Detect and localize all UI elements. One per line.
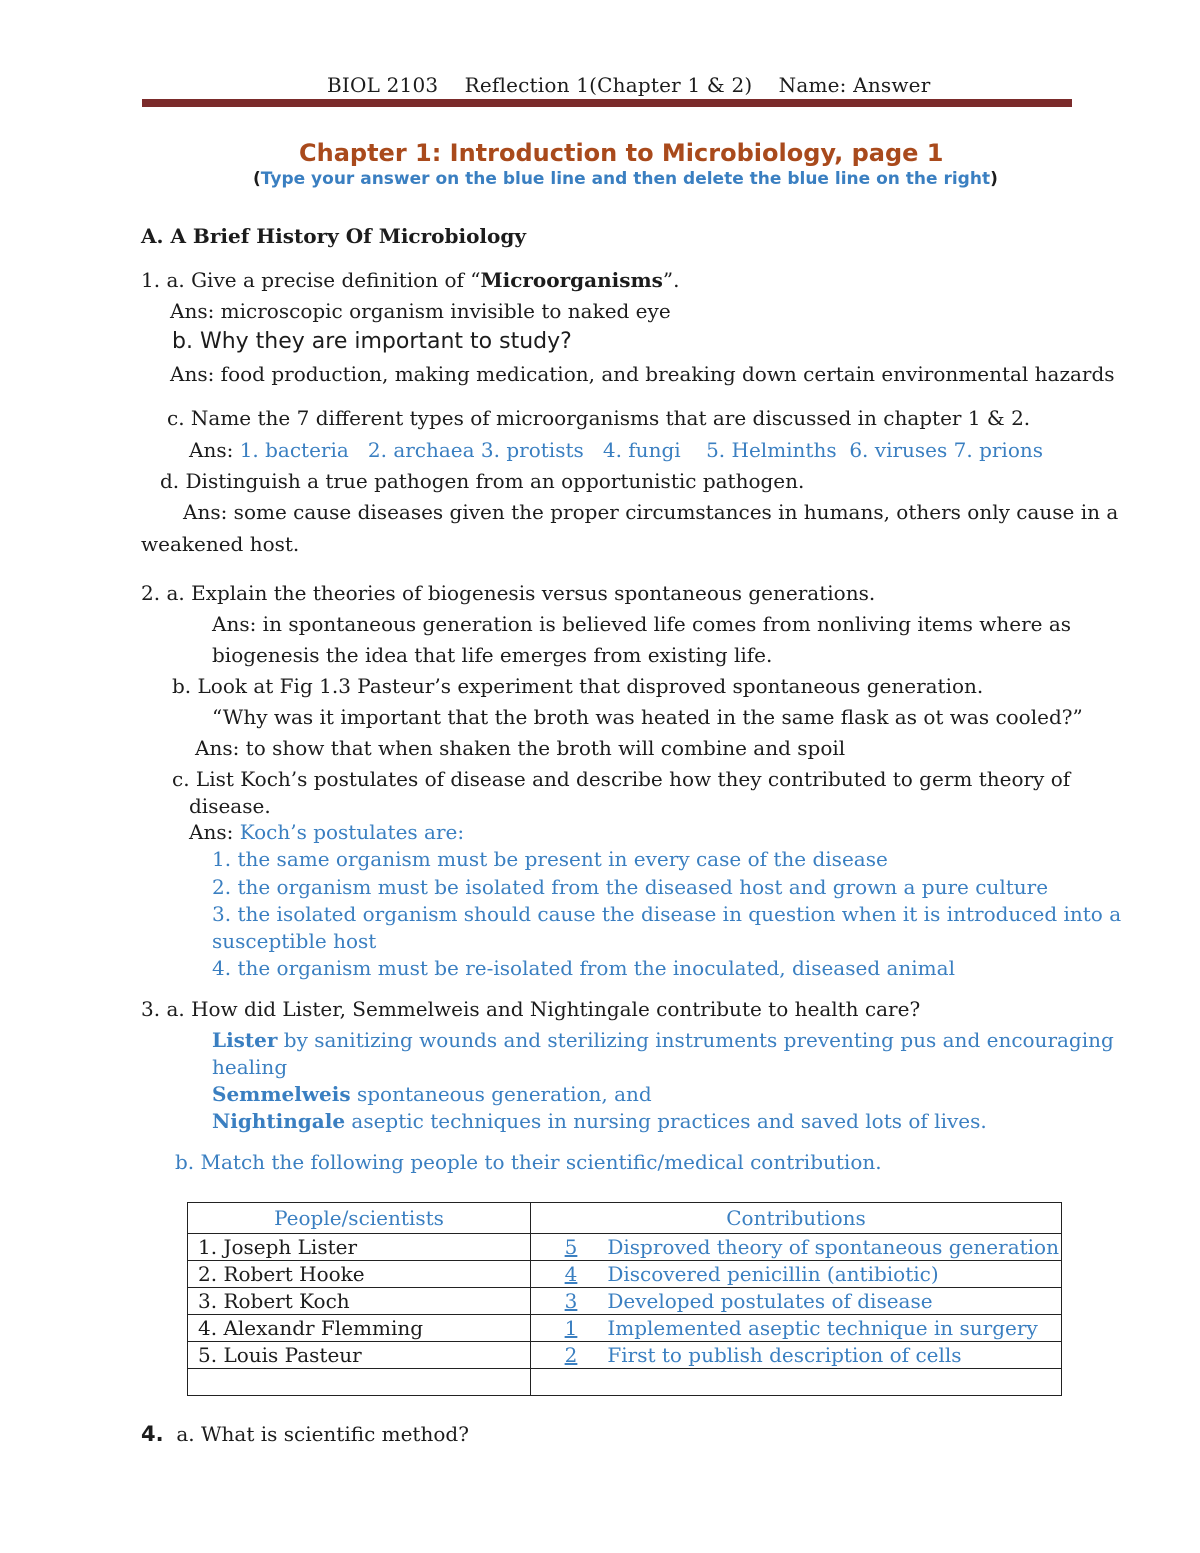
q2c-ans-intro: Koch’s postulates are: xyxy=(239,820,465,844)
table-header-contributions: Contributions xyxy=(531,1203,1062,1234)
q1c-question: c. Name the 7 different types of microorganisms that are discussed in chapter 1 & 2. xyxy=(167,406,1031,430)
contribution-cell xyxy=(531,1261,1062,1288)
contribution-cell xyxy=(531,1315,1062,1342)
table-header-people: People/scientists xyxy=(188,1203,531,1234)
semmelweis-name: Semmelweis xyxy=(212,1082,351,1106)
table-row xyxy=(188,1315,1062,1342)
person-cell: 1. Joseph Lister xyxy=(188,1234,531,1261)
q1a-pre: 1. a. Give a precise definition of “ xyxy=(141,268,481,292)
page-title: Chapter 1: Introduction to Microbiology, page 1 xyxy=(299,139,944,167)
table-row-empty xyxy=(188,1369,1062,1396)
contribution-text: First to publish description of cells xyxy=(607,1343,962,1367)
q1d-answer-line2: weakened host. xyxy=(141,532,300,556)
q1a-bold-term: Microorganisms xyxy=(480,268,663,292)
q2b-answer: Ans: to show that when shaken the broth will combine and spoil xyxy=(195,736,846,760)
subtitle-close: ) xyxy=(990,169,998,189)
contribution-cell xyxy=(531,1342,1062,1369)
contribution-cell xyxy=(531,1234,1062,1261)
lister-answer xyxy=(212,1027,1114,1053)
q1d-answer-line1: Ans: some cause diseases given the proper circumstances in humans, others only cause in a xyxy=(183,500,1119,524)
person-cell: 2. Robert Hooke xyxy=(188,1261,531,1288)
nightingale-answer xyxy=(212,1108,987,1134)
contribution-text: Disproved theory of spontaneous generation xyxy=(607,1235,1059,1259)
q2b-quote: “Why was it important that the broth was heated in the same flask as ot was cooled?” xyxy=(212,705,1083,729)
postulate-item: 2. the organism must be isolated from the diseased host and grown a pure culture xyxy=(212,875,1049,899)
q2c-ans-label: Ans: xyxy=(189,820,240,844)
table-row xyxy=(188,1288,1062,1315)
q2a-answer-line1: Ans: in spontaneous generation is believed life comes from nonliving items where as xyxy=(212,612,1072,636)
q1c-ans-list: 1. bacteria 2. archaea 3. protists 4. fungi 5. Helminths 6. viruses 7. prions xyxy=(239,438,1044,462)
header-rule xyxy=(142,99,1072,107)
table-header-row xyxy=(188,1203,1062,1234)
lister-answer-line2: healing xyxy=(212,1055,288,1079)
page-subtitle xyxy=(253,168,998,190)
q2a-question: 2. a. Explain the theories of biogenesis versus spontaneous generations. xyxy=(141,581,876,605)
table-row xyxy=(188,1261,1062,1288)
contribution-text: Discovered penicillin (antibiotic) xyxy=(607,1262,939,1286)
q1c-ans-label: Ans: xyxy=(189,438,240,462)
q4-number: 4. xyxy=(141,1422,164,1446)
contribution-text: Developed postulates of disease xyxy=(607,1289,933,1313)
q3a-question: 3. a. How did Lister, Semmelweis and Nightingale contribute to health care? xyxy=(141,997,921,1021)
person-cell: 3. Robert Koch xyxy=(188,1288,531,1315)
match-number[interactable]: 2 xyxy=(564,1343,578,1367)
lister-text: by sanitizing wounds and sterilizing instruments preventing pus and encouraging xyxy=(277,1028,1114,1052)
person-cell: 5. Louis Pasteur xyxy=(188,1342,531,1369)
q1c-answer xyxy=(189,437,1043,463)
q1b-answer: Ans: food production, making medication, and breaking down certain environmental hazards xyxy=(170,362,1115,386)
semmelweis-text: spontaneous generation, and xyxy=(350,1082,652,1106)
q3b-question: b. Match the following people to their scientific/medical contribution. xyxy=(175,1150,882,1174)
q4a-text: a. What is scientific method? xyxy=(176,1422,469,1446)
postulate-item: 4. the organism must be re-isolated from the inoculated, diseased animal xyxy=(212,956,955,980)
q2c-question-line1: c. List Koch’s postulates of disease and describe how they contributed to germ theory of xyxy=(172,767,1071,791)
subtitle-open: ( xyxy=(253,169,261,189)
q4-question xyxy=(141,1421,469,1447)
q1a-answer: Ans: microscopic organism invisible to naked eye xyxy=(170,299,671,323)
nightingale-name: Nightingale xyxy=(212,1109,346,1133)
match-number[interactable]: 4 xyxy=(564,1262,578,1286)
q1a-post: ”. xyxy=(662,268,680,292)
q2c-answer xyxy=(189,819,464,845)
match-number[interactable]: 3 xyxy=(564,1289,578,1313)
q2a-answer-line2: biogenesis the idea that life emerges from existing life. xyxy=(212,643,773,667)
subtitle-text: Type your answer on the blue line and then delete the blue line on the right xyxy=(260,169,991,189)
q2b-question: b. Look at Fig 1.3 Pasteur’s experiment that disproved spontaneous generation. xyxy=(172,674,984,698)
header-name: Name: Answer xyxy=(778,73,931,97)
header-reflection: Reflection 1(Chapter 1 & 2) xyxy=(464,73,753,97)
table-row xyxy=(188,1234,1062,1261)
table-row xyxy=(188,1342,1062,1369)
q1a-question xyxy=(141,267,680,293)
semmelweis-answer xyxy=(212,1081,652,1107)
q2c-question-line2: disease. xyxy=(189,794,271,818)
lister-name: Lister xyxy=(212,1028,278,1052)
postulate-item: 1. the same organism must be present in every case of the disease xyxy=(212,847,888,871)
empty-cell[interactable] xyxy=(531,1369,1062,1396)
q1d-question: d. Distinguish a true pathogen from an opportunistic pathogen. xyxy=(160,469,805,493)
match-number[interactable]: 1 xyxy=(564,1316,578,1340)
q1b-question: b. Why they are important to study? xyxy=(172,329,572,354)
person-cell: 4. Alexandr Flemming xyxy=(188,1315,531,1342)
header-course: BIOL 2103 xyxy=(327,73,439,97)
header-line xyxy=(327,72,930,98)
match-number[interactable]: 5 xyxy=(564,1235,578,1259)
contribution-cell xyxy=(531,1288,1062,1315)
matching-table xyxy=(187,1202,1062,1396)
postulate-item: 3. the isolated organism should cause the disease in question when it is introduced into a xyxy=(212,902,1122,926)
nightingale-text: aseptic techniques in nursing practices and saved lots of lives. xyxy=(345,1109,987,1133)
empty-cell[interactable] xyxy=(188,1369,531,1396)
contribution-text: Implemented aseptic technique in surgery xyxy=(607,1316,1038,1340)
postulate-item: susceptible host xyxy=(212,929,377,953)
section-heading: A. A Brief History Of Microbiology xyxy=(141,224,526,248)
